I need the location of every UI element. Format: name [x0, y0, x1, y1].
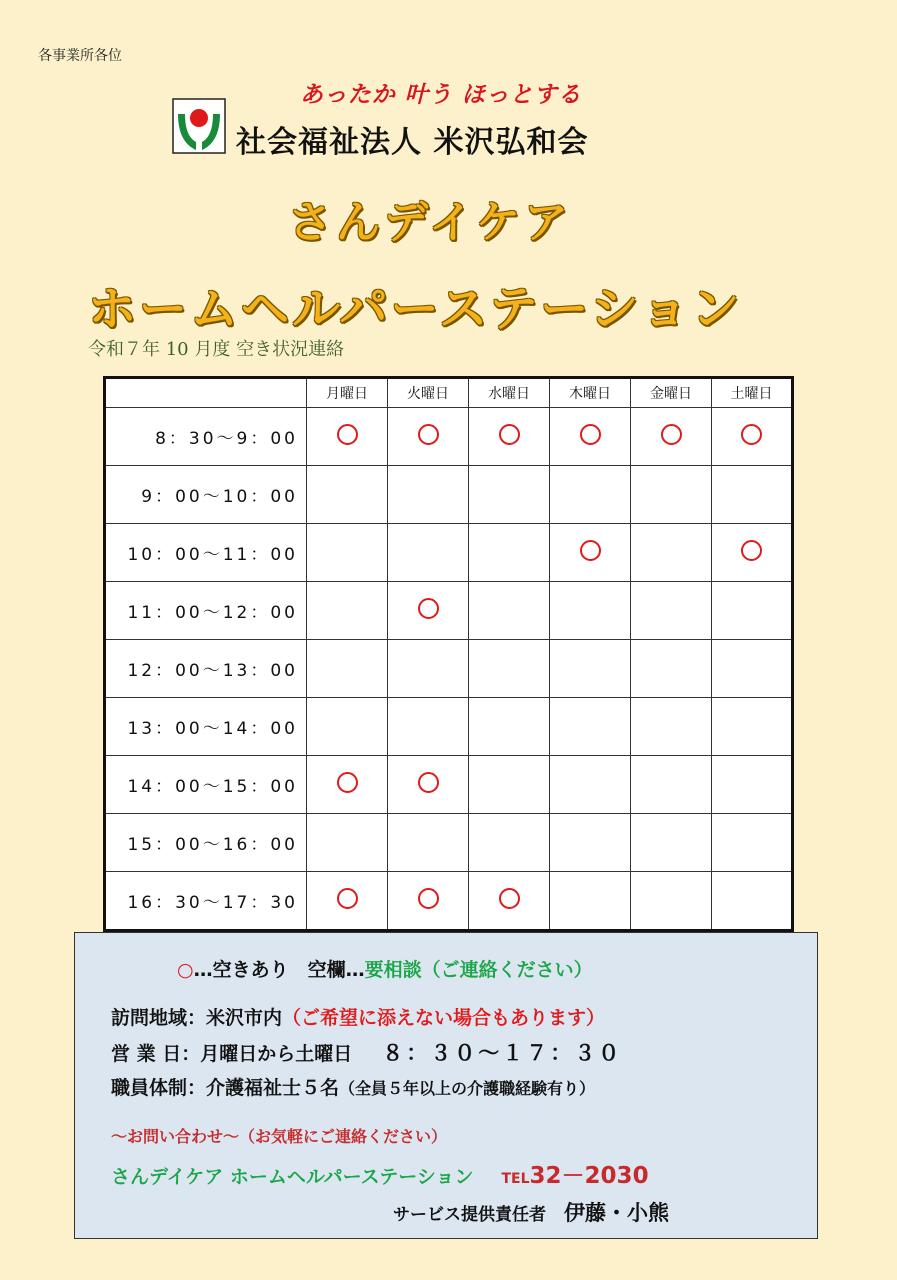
staffing-label: 職員体制：介護福祉士５名: [111, 1077, 340, 1099]
availability-cell: [712, 814, 793, 872]
organization-logo-icon: [172, 98, 226, 154]
availability-cell: [388, 814, 469, 872]
table-row: [105, 872, 793, 931]
availability-cell: [550, 756, 631, 814]
available-circle-icon: [741, 424, 762, 445]
availability-cell: [307, 872, 388, 931]
legend-mark: ○: [177, 959, 194, 981]
header-day: 土曜日: [712, 378, 793, 408]
availability-cell: [388, 466, 469, 524]
availability-cell: [307, 524, 388, 582]
availability-cell: [550, 872, 631, 931]
contact-heading: ～お問い合わせ～（お気軽にご連絡ください）: [111, 1127, 448, 1146]
availability-cell: [307, 756, 388, 814]
availability-cell: [307, 408, 388, 466]
manager-names: 伊藤・小熊: [564, 1201, 669, 1225]
availability-cell: [550, 814, 631, 872]
availability-cell: [388, 524, 469, 582]
availability-cell: [631, 466, 712, 524]
table-row: [105, 582, 793, 640]
available-circle-icon: [418, 424, 439, 445]
availability-cell: [550, 582, 631, 640]
staffing-note: （全員５年以上の介護職経験有り）: [339, 1079, 596, 1098]
tel-prefix: TEL: [501, 1171, 530, 1187]
availability-cell: [388, 756, 469, 814]
availability-cell: [469, 814, 550, 872]
availability-cell: [550, 466, 631, 524]
table-row: [105, 466, 793, 524]
time-slot-label: 11：00～12：00: [105, 582, 307, 640]
visit-area-label: 訪問地域：米沢市内: [111, 1007, 283, 1029]
time-slot-label: 13：00～14：00: [105, 698, 307, 756]
business-hours: ８：３０～１７：３０: [382, 1041, 623, 1065]
availability-cell: [469, 408, 550, 466]
table-row: [105, 756, 793, 814]
header-day: 月曜日: [307, 378, 388, 408]
availability-cell: [550, 640, 631, 698]
availability-cell: [388, 640, 469, 698]
table-row: [105, 814, 793, 872]
availability-cell: [550, 408, 631, 466]
availability-cell: [550, 698, 631, 756]
time-slot-label: 9：00～10：00: [105, 466, 307, 524]
availability-cell: [388, 582, 469, 640]
available-circle-icon: [499, 888, 520, 909]
table-row: [105, 408, 793, 466]
availability-cell: [712, 582, 793, 640]
availability-cell: [469, 698, 550, 756]
availability-cell: [631, 582, 712, 640]
service-manager: [393, 1197, 669, 1227]
availability-cell: [307, 582, 388, 640]
available-circle-icon: [337, 424, 358, 445]
available-circle-icon: [580, 424, 601, 445]
contact-station: [111, 1157, 649, 1190]
time-slot-label: 15：00～16：00: [105, 814, 307, 872]
availability-cell: [712, 466, 793, 524]
availability-cell: [631, 524, 712, 582]
phone-number[interactable]: [502, 1163, 649, 1189]
available-circle-icon: [580, 540, 601, 561]
slogan: あったか 叶う ほっとする: [300, 82, 582, 108]
time-slot-label: 8：30～9：00: [105, 408, 307, 466]
legend: [177, 955, 593, 982]
table-row: [105, 698, 793, 756]
header-time-blank: [105, 378, 307, 408]
availability-cell: [307, 640, 388, 698]
availability-cell: [631, 640, 712, 698]
station-name: さんデイケア ホームヘルパーステーション: [111, 1166, 474, 1188]
availability-cell: [631, 814, 712, 872]
availability-cell: [469, 756, 550, 814]
recipient-text: 各事業所各位: [38, 48, 122, 64]
table-header-row: [105, 378, 793, 408]
availability-cell: [631, 872, 712, 931]
legend-available-text: …空きあり 空欄…: [193, 959, 365, 981]
availability-cell: [388, 872, 469, 931]
availability-table: [103, 376, 794, 932]
availability-cell: [469, 582, 550, 640]
header-day: 水曜日: [469, 378, 550, 408]
time-slot-label: 16：30～17：30: [105, 872, 307, 931]
visit-area: [111, 1003, 605, 1030]
availability-cell: [631, 756, 712, 814]
title-line-1: さんデイケア: [288, 197, 573, 248]
availability-cell: [712, 524, 793, 582]
availability-cell: [388, 408, 469, 466]
organization-name: 社会福祉法人 米沢弘和会: [236, 125, 589, 160]
availability-cell: [388, 698, 469, 756]
available-circle-icon: [418, 598, 439, 619]
availability-cell: [307, 466, 388, 524]
availability-cell: [631, 408, 712, 466]
availability-cell: [712, 408, 793, 466]
available-circle-icon: [499, 424, 520, 445]
available-circle-icon: [418, 772, 439, 793]
availability-cell: [712, 698, 793, 756]
time-slot-label: 14：00～15：00: [105, 756, 307, 814]
table-row: [105, 640, 793, 698]
table-row: [105, 524, 793, 582]
business-days-label: 営 業 日：月曜日から土曜日: [111, 1043, 353, 1065]
available-circle-icon: [337, 888, 358, 909]
available-circle-icon: [418, 888, 439, 909]
availability-cell: [469, 524, 550, 582]
time-slot-label: 10：00～11：00: [105, 524, 307, 582]
availability-cell: [631, 698, 712, 756]
header-day: 金曜日: [631, 378, 712, 408]
time-slot-label: 12：00～13：00: [105, 640, 307, 698]
visit-area-note: （ご希望に添えない場合もあります）: [282, 1007, 606, 1029]
availability-cell: [712, 872, 793, 931]
business-days: [111, 1037, 622, 1067]
availability-cell: [712, 640, 793, 698]
info-box: [74, 932, 818, 1239]
availability-cell: [712, 756, 793, 814]
availability-cell: [307, 814, 388, 872]
staffing: [111, 1073, 595, 1100]
title-line-2: ホームヘルパーステーション: [88, 281, 743, 337]
available-circle-icon: [741, 540, 762, 561]
availability-cell: [307, 698, 388, 756]
available-circle-icon: [661, 424, 682, 445]
header-day: 木曜日: [550, 378, 631, 408]
manager-label: サービス提供責任者: [393, 1205, 546, 1225]
available-circle-icon: [337, 772, 358, 793]
tel-number: 32－2030: [529, 1163, 649, 1189]
period-heading: 令和７年 10 月度 空き状況連絡: [88, 339, 345, 360]
availability-cell: [469, 466, 550, 524]
availability-cell: [469, 872, 550, 931]
header-day: 火曜日: [388, 378, 469, 408]
legend-consult-text: 要相談（ご連絡ください）: [364, 959, 593, 981]
availability-cell: [469, 640, 550, 698]
availability-cell: [550, 524, 631, 582]
